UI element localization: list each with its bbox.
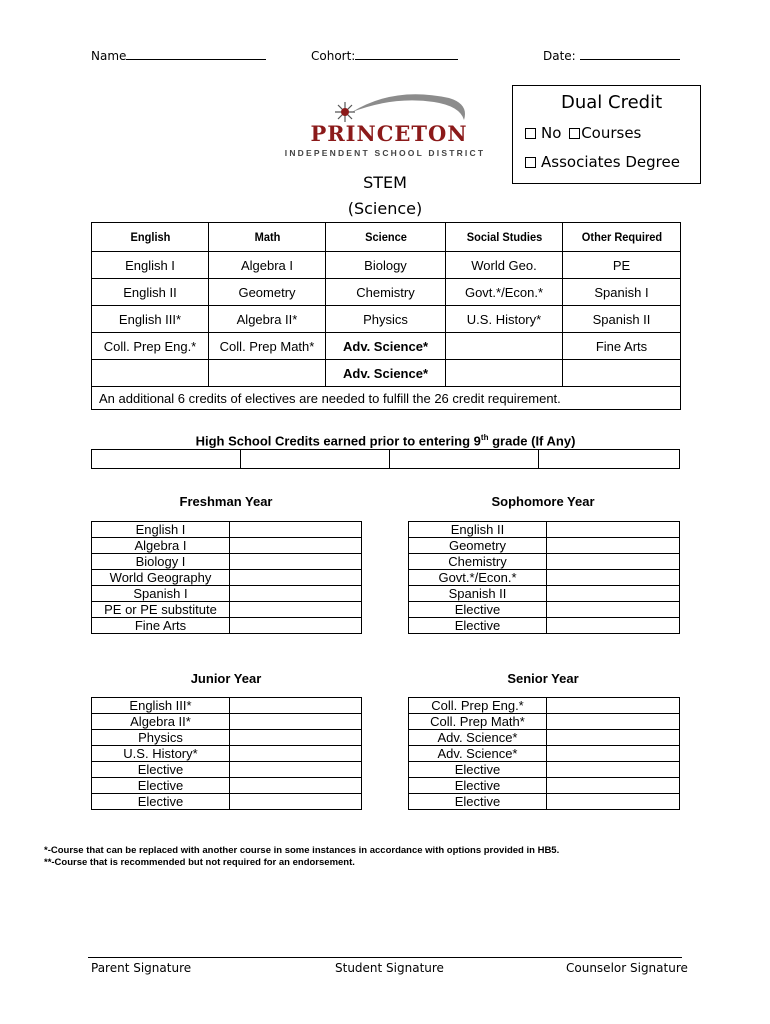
dual-credit-row-2 bbox=[525, 153, 680, 171]
junior-title: Junior Year bbox=[190, 671, 262, 686]
course-cell: Elective bbox=[92, 794, 230, 810]
prior-credit-cell[interactable] bbox=[241, 450, 390, 469]
student-signature-label: Student Signature bbox=[335, 961, 444, 975]
prior-credit-cell[interactable] bbox=[92, 450, 241, 469]
table-cell: World Geo. bbox=[446, 252, 563, 279]
table-row bbox=[409, 698, 680, 714]
logo-subtitle: INDEPENDENT SCHOOL DISTRICT bbox=[284, 148, 486, 158]
table-cell bbox=[92, 360, 209, 387]
table-cell: Geometry bbox=[209, 279, 326, 306]
table-row bbox=[92, 450, 680, 469]
footnote-2: **-Course that is recommended but not required for an endorsement. bbox=[44, 857, 355, 868]
grade-cell[interactable] bbox=[547, 778, 680, 794]
table-cell: Chemistry bbox=[326, 279, 446, 306]
grade-cell[interactable] bbox=[547, 602, 680, 618]
course-cell: U.S. History* bbox=[92, 746, 230, 762]
table-row bbox=[92, 360, 681, 387]
grade-cell[interactable] bbox=[230, 586, 362, 602]
table-row bbox=[409, 522, 680, 538]
column-header: Science bbox=[330, 223, 440, 252]
grade-cell[interactable] bbox=[230, 602, 362, 618]
table-cell: Physics bbox=[326, 306, 446, 333]
course-cell: Coll. Prep Math* bbox=[409, 714, 547, 730]
table-row bbox=[409, 714, 680, 730]
grade-cell[interactable] bbox=[230, 570, 362, 586]
table-cell: Biology bbox=[326, 252, 446, 279]
name-label: Name bbox=[91, 49, 127, 63]
table-cell: Adv. Science* bbox=[326, 333, 446, 360]
grade-cell[interactable] bbox=[547, 618, 680, 634]
table-row bbox=[409, 538, 680, 554]
table-cell: English II bbox=[92, 279, 209, 306]
prior-credit-cell[interactable] bbox=[539, 450, 680, 469]
grade-cell[interactable] bbox=[230, 794, 362, 810]
no-checkbox[interactable] bbox=[525, 128, 536, 139]
table-row bbox=[409, 586, 680, 602]
district-logo bbox=[284, 88, 494, 162]
counselor-signature-label: Counselor Signature bbox=[566, 961, 688, 975]
table-cell: English III* bbox=[92, 306, 209, 333]
grade-cell[interactable] bbox=[230, 762, 362, 778]
table-row bbox=[92, 570, 362, 586]
course-cell: English I bbox=[92, 522, 230, 538]
prior-credit-cell[interactable] bbox=[390, 450, 539, 469]
table-row bbox=[92, 714, 362, 730]
junior-table bbox=[91, 697, 362, 810]
course-cell: Elective bbox=[409, 602, 547, 618]
table-row bbox=[92, 618, 362, 634]
column-header: Social Studies bbox=[450, 223, 558, 252]
grade-cell[interactable] bbox=[547, 570, 680, 586]
table-row bbox=[409, 618, 680, 634]
sophomore-title: Sophomore Year bbox=[491, 494, 595, 509]
table-cell: Fine Arts bbox=[563, 333, 681, 360]
table-row bbox=[92, 730, 362, 746]
cohort-field[interactable] bbox=[311, 48, 458, 63]
parent-signature-label: Parent Signature bbox=[91, 961, 192, 975]
table-cell: Algebra II* bbox=[209, 306, 326, 333]
table-header-row bbox=[92, 223, 681, 252]
grade-cell[interactable] bbox=[230, 618, 362, 634]
grade-cell[interactable] bbox=[547, 794, 680, 810]
footnote-1: *-Course that can be replaced with another course in some instances in accordance with options provided in HB5. bbox=[44, 845, 560, 856]
column-header: Math bbox=[213, 223, 321, 252]
course-cell: Adv. Science* bbox=[409, 730, 547, 746]
course-cell: Physics bbox=[92, 730, 230, 746]
table-cell bbox=[446, 360, 563, 387]
table-row bbox=[92, 554, 362, 570]
dual-credit-row-1 bbox=[525, 124, 641, 142]
course-cell: Spanish II bbox=[409, 586, 547, 602]
grade-cell[interactable] bbox=[230, 730, 362, 746]
grade-cell[interactable] bbox=[230, 698, 362, 714]
courses-checkbox[interactable] bbox=[569, 128, 580, 139]
grade-cell[interactable] bbox=[230, 522, 362, 538]
date-line[interactable] bbox=[580, 48, 680, 60]
course-cell: Coll. Prep Eng.* bbox=[409, 698, 547, 714]
dual-credit-title: Dual Credit bbox=[561, 92, 663, 113]
table-row bbox=[409, 778, 680, 794]
table-cell: Adv. Science* bbox=[326, 360, 446, 387]
table-row bbox=[92, 794, 362, 810]
course-cell: English II bbox=[409, 522, 547, 538]
name-line[interactable] bbox=[126, 48, 266, 60]
course-cell: Elective bbox=[92, 778, 230, 794]
table-cell: Spanish I bbox=[563, 279, 681, 306]
course-cell: English III* bbox=[92, 698, 230, 714]
table-row bbox=[92, 538, 362, 554]
table-row bbox=[409, 794, 680, 810]
sophomore-table bbox=[408, 521, 680, 634]
grade-cell[interactable] bbox=[547, 538, 680, 554]
requirements-table bbox=[91, 222, 681, 410]
freshman-table bbox=[91, 521, 362, 634]
table-row bbox=[92, 746, 362, 762]
course-cell: Elective bbox=[409, 762, 547, 778]
table-cell: U.S. History* bbox=[446, 306, 563, 333]
table-cell: Govt.*/Econ.* bbox=[446, 279, 563, 306]
grade-cell[interactable] bbox=[547, 522, 680, 538]
course-cell: Chemistry bbox=[409, 554, 547, 570]
grade-cell[interactable] bbox=[547, 746, 680, 762]
grade-cell[interactable] bbox=[547, 730, 680, 746]
table-row bbox=[92, 252, 681, 279]
course-cell: Elective bbox=[409, 618, 547, 634]
grade-cell[interactable] bbox=[547, 586, 680, 602]
associates-label: Associates Degree bbox=[541, 153, 680, 171]
table-cell bbox=[446, 333, 563, 360]
course-cell: Elective bbox=[92, 762, 230, 778]
course-cell: Geometry bbox=[409, 538, 547, 554]
table-note-row bbox=[92, 387, 681, 410]
course-cell: Elective bbox=[409, 778, 547, 794]
course-cell: Govt.*/Econ.* bbox=[409, 570, 547, 586]
grade-cell[interactable] bbox=[230, 746, 362, 762]
grade-cell[interactable] bbox=[230, 714, 362, 730]
course-cell: Spanish I bbox=[92, 586, 230, 602]
grade-cell[interactable] bbox=[230, 778, 362, 794]
grade-cell[interactable] bbox=[547, 714, 680, 730]
table-cell: English I bbox=[92, 252, 209, 279]
track-subtitle: (Science) bbox=[347, 199, 423, 218]
column-header: Other Required bbox=[567, 223, 676, 252]
track-title: STEM bbox=[363, 173, 407, 192]
associates-checkbox[interactable] bbox=[525, 157, 536, 168]
table-row bbox=[92, 602, 362, 618]
signature-line[interactable] bbox=[88, 957, 682, 958]
course-cell: World Geography bbox=[92, 570, 230, 586]
course-cell: Fine Arts bbox=[92, 618, 230, 634]
table-row bbox=[92, 306, 681, 333]
cohort-line[interactable] bbox=[355, 48, 458, 60]
table-row bbox=[409, 554, 680, 570]
dual-credit-box bbox=[512, 85, 701, 184]
grade-cell[interactable] bbox=[547, 554, 680, 570]
table-row bbox=[92, 279, 681, 306]
grade-cell[interactable] bbox=[230, 538, 362, 554]
table-row bbox=[409, 762, 680, 778]
course-cell: PE or PE substitute bbox=[92, 602, 230, 618]
table-row bbox=[92, 333, 681, 360]
table-row bbox=[409, 746, 680, 762]
prior-credits-title-end: grade (If Any) bbox=[488, 433, 576, 449]
prior-credits-title bbox=[91, 433, 680, 448]
course-cell: Algebra I bbox=[92, 538, 230, 554]
table-row bbox=[92, 698, 362, 714]
table-cell: PE bbox=[563, 252, 681, 279]
cohort-label: Cohort: bbox=[311, 49, 356, 63]
grade-cell[interactable] bbox=[230, 554, 362, 570]
electives-note: An additional 6 credits of electives are needed to fulfill the 26 credit requirement. bbox=[92, 387, 681, 410]
courses-label: Courses bbox=[581, 124, 642, 142]
table-cell: Algebra I bbox=[209, 252, 326, 279]
table-row bbox=[409, 730, 680, 746]
table-row bbox=[92, 586, 362, 602]
no-label: No bbox=[541, 124, 562, 142]
date-field[interactable] bbox=[543, 48, 680, 63]
logo-name: PRINCETON bbox=[310, 121, 468, 146]
column-header: English bbox=[96, 223, 204, 252]
grade-cell[interactable] bbox=[547, 698, 680, 714]
course-cell: Algebra II* bbox=[92, 714, 230, 730]
table-cell bbox=[209, 360, 326, 387]
table-cell bbox=[563, 360, 681, 387]
course-cell: Elective bbox=[409, 794, 547, 810]
name-field[interactable] bbox=[91, 48, 266, 63]
date-label: Date: bbox=[543, 49, 576, 63]
table-row bbox=[92, 778, 362, 794]
course-cell: Biology I bbox=[92, 554, 230, 570]
table-row bbox=[92, 522, 362, 538]
prior-credits-table bbox=[91, 449, 680, 469]
grade-cell[interactable] bbox=[547, 762, 680, 778]
senior-title: Senior Year bbox=[507, 671, 579, 686]
table-cell: Coll. Prep Eng.* bbox=[92, 333, 209, 360]
table-row bbox=[409, 602, 680, 618]
prior-credits-title-sup: th bbox=[480, 433, 489, 442]
table-cell: Spanish II bbox=[563, 306, 681, 333]
senior-table bbox=[408, 697, 680, 810]
table-row bbox=[92, 762, 362, 778]
table-cell: Coll. Prep Math* bbox=[209, 333, 326, 360]
prior-credits-title-text: High School Credits earned prior to entering 9 bbox=[195, 433, 481, 449]
table-row bbox=[409, 570, 680, 586]
freshman-title: Freshman Year bbox=[179, 494, 273, 509]
course-cell: Adv. Science* bbox=[409, 746, 547, 762]
